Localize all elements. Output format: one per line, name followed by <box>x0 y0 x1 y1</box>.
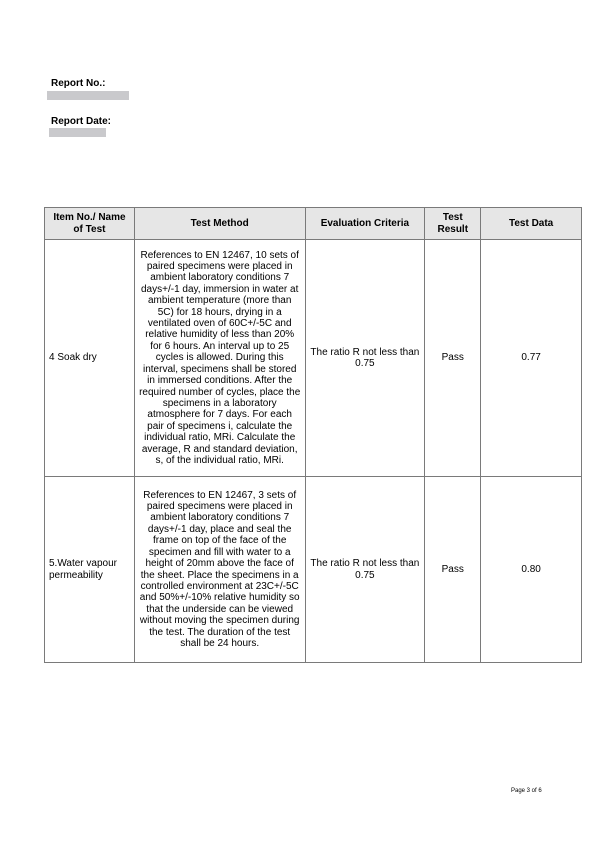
test-result-text: Pass <box>425 240 481 477</box>
column-header-item: Item No./ Name of Test <box>45 208 135 240</box>
test-method-text: References to EN 12467, 3 sets of paired specimens were placed in ambient laboratory conditions 7 days+/-1 day, place and seal the frame on top of the face of the specimen and fill with water to a height of 20mm above the face of the sheet. Place the specimens in a controlled environment at 23C+/-5C and 50%+/-10% relative humidity so that the underside can be viewed without moving the specimen during the test. The duration of the test shall be 24 hours. <box>134 477 305 663</box>
evaluation-criteria-text: The ratio R not less than 0.75 <box>305 240 425 477</box>
evaluation-criteria-text: The ratio R not less than 0.75 <box>305 477 425 663</box>
page-number: Page 3 of 6 <box>511 788 542 794</box>
test-data-value: 0.77 <box>481 240 582 477</box>
report-date-redaction <box>49 128 106 137</box>
test-item-name: 4 Soak dry <box>45 240 135 477</box>
test-item-name: 5.Water vapour permeability <box>45 477 135 663</box>
column-header-data: Test Data <box>481 208 582 240</box>
column-header-criteria: Evaluation Criteria <box>305 208 425 240</box>
report-number-redaction <box>47 91 129 100</box>
column-header-method: Test Method <box>134 208 305 240</box>
table-row <box>45 477 582 663</box>
test-results-table <box>44 207 582 663</box>
column-header-result: Test Result <box>425 208 481 240</box>
report-date-label: Report Date: <box>51 116 112 127</box>
table-row <box>45 240 582 477</box>
test-data-value: 0.80 <box>481 477 582 663</box>
test-method-text: References to EN 12467, 10 sets of paired specimens were placed in ambient laboratory conditions 7 days+/-1 day, immersion in water at ambient temperature (more than 5C) for 18 hours, drying in a ventilated oven of 60C+/-5C and relative humidity of less than 20% for 6 hours. An interval up to 25 cycles is allowed. During this interval, specimens shall be stored in immersed conditions. After the required number of cycles, place the specimens in a laboratory atmosphere for 7 days. For each pair of specimens i, calculate the individual ratio, MRi. Calculate the average, R and standard deviation, s, of the individual ratio, MRi. <box>134 240 305 477</box>
test-result-text: Pass <box>425 477 481 663</box>
table-header-row <box>45 208 582 240</box>
report-number-label: Report No.: <box>51 78 106 89</box>
